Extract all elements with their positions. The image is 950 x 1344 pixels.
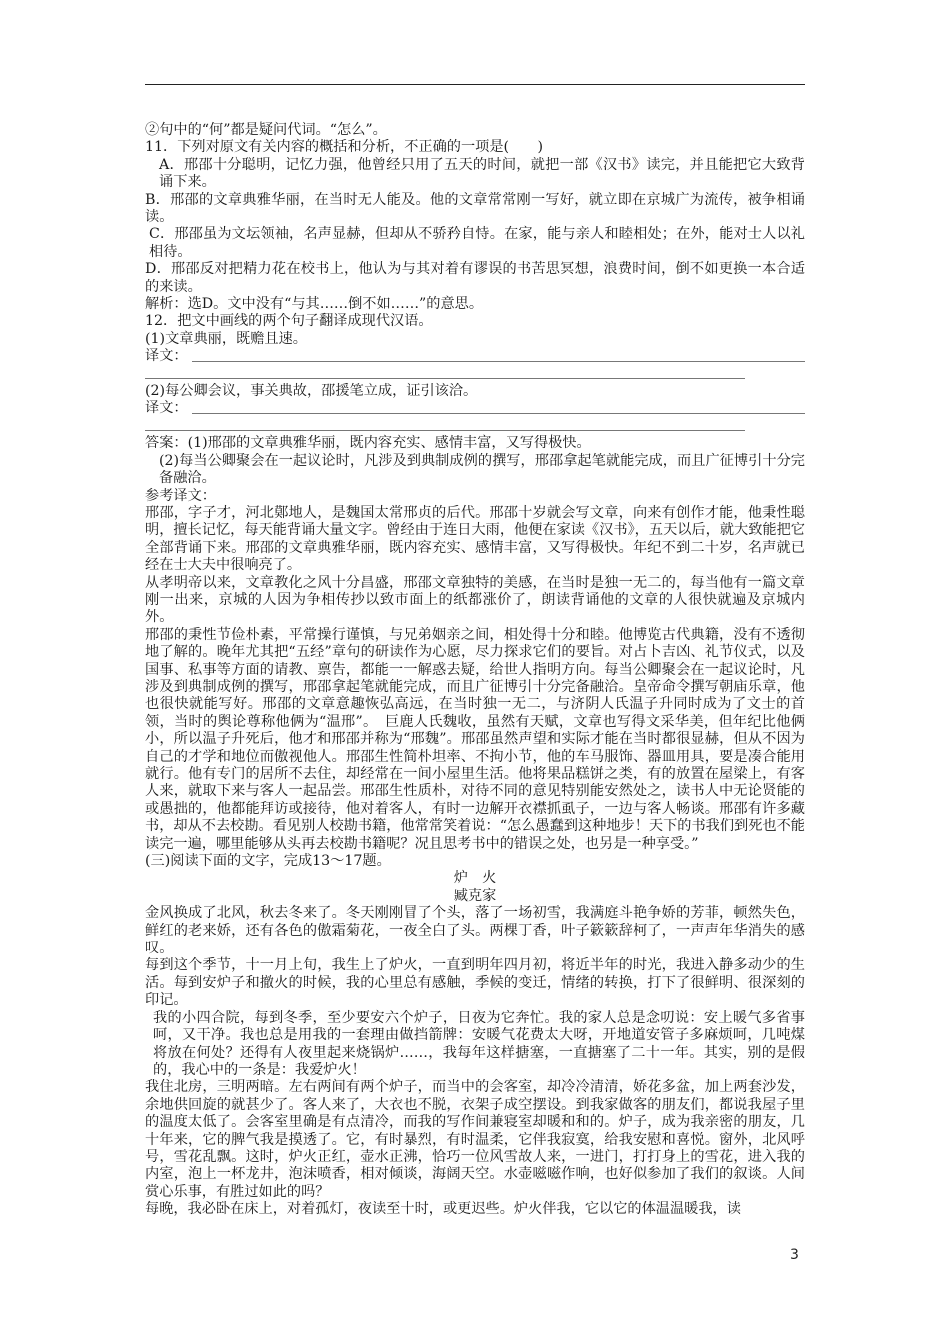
sentence-2: (2)每公卿会议，事关典故，邵援笔立成，证引该洽。 [145, 383, 478, 400]
header-rule [145, 84, 805, 85]
question-12: 12．把文中画线的两个句子翻译成现代汉语。 [145, 313, 433, 330]
essay-paragraph-4: 我住北房，三明两暗。左右两间有两个炉子，而当中的会客室，却冷冷清清，娇花多盆，加上两套沙发，余地供回旋的就甚少了。客人来了，大衣也不脱，衣架子成空摆设。到我家做客的朋友们，都说我屋子里的温度太低了。会客室里确是有点清冷，而我的写作间兼寝室却暖和和的。炉子，成为我亲密的朋友，几十年来，它的脾气我是摸透了。它，有时暴烈，有时温柔，它伴我寂寞，给我安慰和喜悦。窗外，北风呼号，雪花乱飘。这时，炉火正红，壶水正沸，恰巧一位风雪故人来，一进门，打打身上的雪花，进入我的内室，泡上一杯龙井，泡沫喷香，相对倾谈，海阔天空。水壶嗞嗞作响，也好似参加了我们的叙谈。人间赏心乐事，有胜过如此的吗？ [145, 1079, 805, 1200]
answer-1: 答案：(1)邢邵的文章典雅华丽，既内容充实、感情丰富，又写得极快。 [145, 435, 591, 452]
translation-field-1[interactable] [145, 348, 805, 365]
section-heading: (三)阅读下面的文字，完成13～17题。 [145, 853, 391, 870]
essay-paragraph-1: 金风换成了北风，秋去冬来了。冬天刚刚冒了个头，落了一场初雪，我满庭斗艳争娇的芳菲，顿然失色，鲜红的老来娇，还有各色的傲霜菊花，一夜全白了头。两棵丁香，叶子簌簌辞柯了，一声声年华消失的感叹。 [145, 905, 805, 957]
translation-label: 译文： [145, 400, 188, 417]
essay-paragraph-2: 每到这个季节，十一月上旬，我生上了炉火，一直到明年四月初，将近半年的时光，我进入静多动少的生活。每到安炉子和撤火的时候，我的心里总有感触，季候的变迁，情绪的转换，打下了很鲜明、很深刻的印记。 [145, 957, 805, 1009]
option-a: A．邢邵十分聪明，记忆力强，他曾经只用了五天的时间，就把一部《汉书》读完，并且能把它大致背诵下来。 [159, 156, 805, 191]
reference-heading: 参考译文： [145, 487, 216, 504]
essay-paragraph-5: 每晚，我必卧在床上，对着孤灯，夜读至十时，或更迟些。炉火伴我，它以它的体温温暖我，读 [145, 1201, 741, 1218]
answer-blank [192, 361, 805, 362]
note-line: ②句中的“何”都是疑问代词。“怎么”。 [145, 122, 387, 138]
translation-paragraph-2: 从孝明帝以来，文章教化之风十分昌盛，邢邵文章独特的美感，在当时是独一无二的，每当他有一篇文章刚一出来，京城的人因为争相传抄以致市面上的纸都涨价了，朗读背诵他的文章的人很快就遍及京城内外。 [145, 574, 805, 626]
question-11: 11．下列对原文有关内容的概括和分析，不正确的一项是( ) [145, 139, 544, 156]
translation-field-1b[interactable] [145, 366, 805, 383]
page-number: 3 [790, 1247, 799, 1263]
option-d: D．邢邵反对把精力花在校书上，他认为与其对着有谬误的书苦思冥想，浪费时间，倒不如更换一本合适的来读。 [145, 261, 805, 295]
essay-author: 臧克家 [453, 887, 497, 904]
translation-paragraph-1: 邢邵，字子才，河北鄚地人，是魏国太常邢贞的后代。邢邵十岁就会写文章，向来有创作才能，他秉性聪明，擅长记忆，每天能背诵大量文字。曾经由于连日大雨，他便在家读《汉书》，五天以后，就大致能把它全部背诵下来。邢邵的文章典雅华丽，既内容充实、感情丰富，又写得极快。年纪不到二十岁，名声就已经在士大夫中很响亮了。 [145, 504, 805, 574]
translation-label: 译文： [145, 348, 188, 365]
option-b: B．邢邵的文章典雅华丽，在当时无人能及。他的文章常常刚一写好，就立即在京城广为流传，被争相诵读。 [145, 191, 805, 226]
sentence-1: (1)文章典丽，既赡且速。 [145, 330, 307, 347]
translation-field-2[interactable] [145, 400, 805, 417]
answer-2: (2)每当公卿聚会在一起议论时，凡涉及到典制成例的撰写，邢邵拿起笔就能完成，而且广征博引十分完备融洽。 [159, 452, 805, 487]
answer-blank [192, 413, 805, 414]
essay-title: 炉 火 [453, 870, 497, 887]
option-c: C．邢邵虽为文坛领袖，名声显赫，但却从不骄矜自恃。在家，能与亲人和睦相处；在外，能对士人以礼相待。 [149, 226, 805, 260]
translation-field-2b[interactable] [145, 418, 805, 435]
document-body [145, 122, 805, 1219]
translation-paragraph-3: 邢邵的秉性节俭朴素，平常操行谨慎，与兄弟姻亲之间，相处得十分和睦。他博览古代典籍，没有不透彻地了解的。晚年尤其把“五经”章句的研读作为心愿，尽力探求它们的要旨。对占卜吉凶、礼节仪式，以及国事、私事等方面的请教、禀告，都能一一解惑去疑，给世人指明方向。每当公卿聚会在一起议论时，凡涉及到典制成例的撰写，邢邵拿起笔就能完成，而且广征博引十分完备融洽。皇帝命令撰写朝庙乐章，他也很快就能写好。邢邵的文章意趣恢弘高远，在当时独一无二，与济阴人氏温子升同时成为了文士的首领，当时的舆论尊称他俩为“温邢”。 巨鹿人氏魏收，虽然有天赋，文章也写得文采华美，但年纪比他俩小，所以温子升死后，他才和邢邵并称为“邢魏”。邢邵虽然声望和实际才能在当时都很显赫，但从不因为自己的才学和地位而傲视他人。邢邵生性简朴坦率、不拘小节，他的车马服饰、器皿用具，要是凑合能用就行。他有专门的居所不去住，却经常在一间小屋里生活。他将果品糕饼之类，有的放置在屋梁上，有客人来，就取下来与客人一起品尝。邢邵生性质朴，对待不同的意见特别能安然处之，读书人中无论贤能的或愚拙的，他都能拜访或接待，他对着客人，有时一边解开衣襟抓虱子，一边与客人畅谈。邢邵有许多藏书，却从不去校勘。看见别人校勘书籍，他常常笑着说：“怎么愚蠢到这种地步！天下的书我们到死也不能读完一遍，哪里能够从头再去校勘书籍呢？况且思考书中的错误之处，也另是一种享受。” [145, 626, 805, 852]
analysis-11: 解析：选D。文中没有“与其……倒不如……”的意思。 [145, 296, 484, 313]
answer-blank [145, 378, 745, 379]
essay-paragraph-3: 我的小四合院，每到冬季，至少要安六个炉子，日夜为它奔忙。我的家人总是念叨说：安上暖气多省事呵，又干净。我也总是用我的一套理由做挡箭牌：安暖气花费太大呀，开地道安管子多麻烦呵，几吨煤将放在何处？还得有人夜里起来烧锅炉……，我每年这样搪塞，一直搪塞了二十一年。其实，别的是假的，我心中的一条是：我爱炉火！ [153, 1009, 805, 1078]
answer-blank [145, 430, 745, 431]
